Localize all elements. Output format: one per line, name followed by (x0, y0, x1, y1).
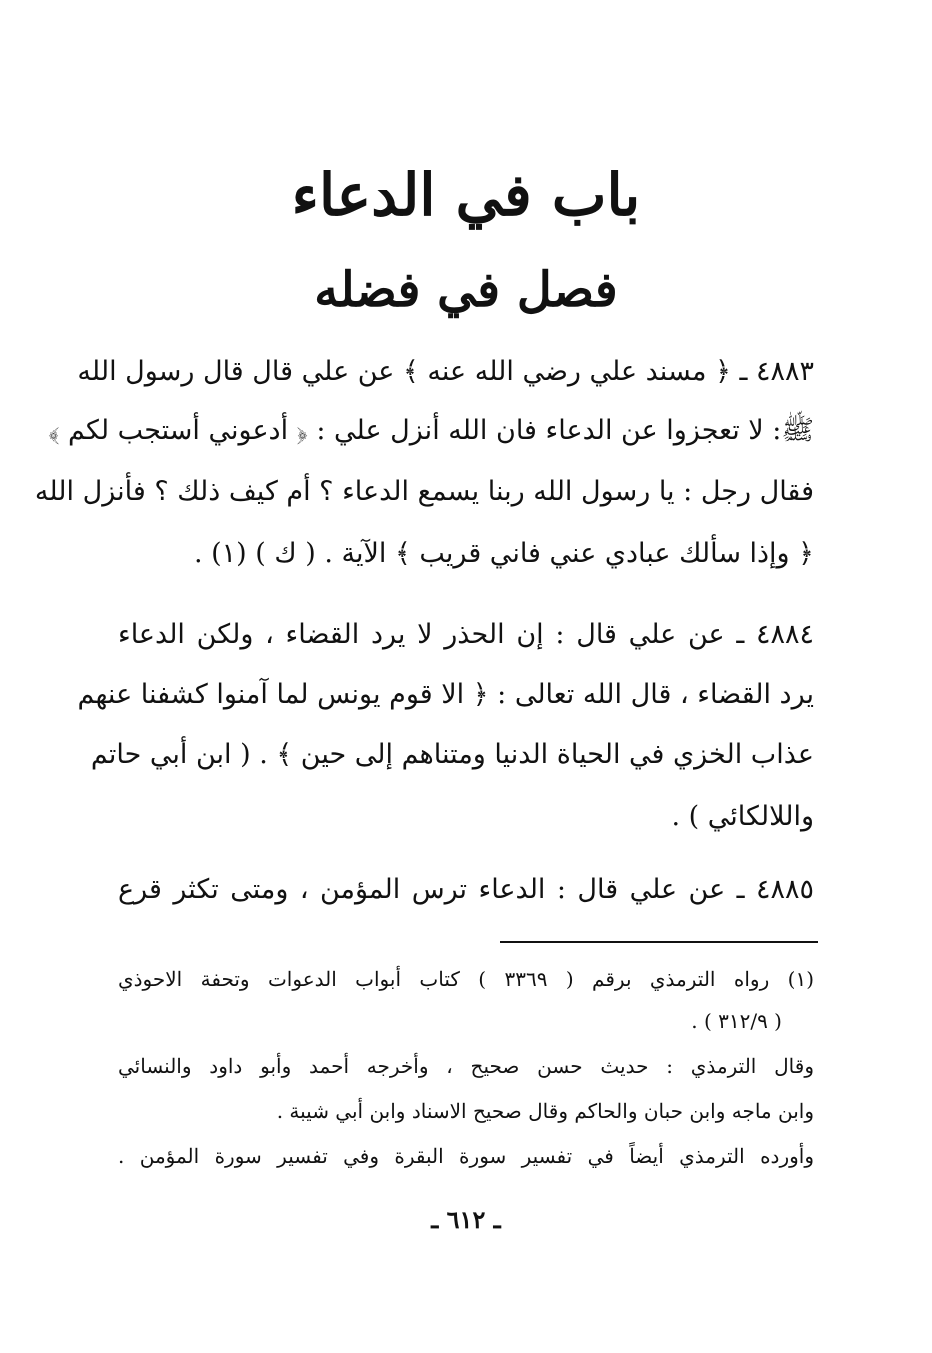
chapter-title: باب في الدعاء (291, 161, 641, 229)
footnote-line-4: وابن ماجه وابن حبان والحاكم وقال صحيح الاسناد وابن أبي شيبة . (276, 1099, 814, 1123)
footnote-line-2: ( ٣١٢/٩ ) . (691, 1009, 782, 1033)
section-title: فصل في فضله (314, 262, 618, 318)
page-number: ـ ٦١٢ ـ (431, 1205, 501, 1234)
footnote-separator (500, 941, 818, 943)
footnote-line-3: وقال الترمذي : حديث حسن صحيح ، وأخرجه أحمد وأبو داود والنسائي (118, 1054, 814, 1078)
hadith-4884-line-3: عذاب الخزي في الحياة الدنيا ومتناهم إلى حين ﴾ . ( ابن أبي حاتم (90, 739, 814, 770)
hadith-4883-line-4: ﴿ وإذا سألك عبادي عني فاني قريب ﴾ الآية . ( ك ) (١) . (193, 538, 814, 569)
hadith-4883-line-2: ﷺ: لا تعجزوا عن الدعاء فان الله أنزل علي : ﴿ أدعوني أستجب لكم ﴾ (48, 415, 814, 446)
footnote-line-5: وأورده الترمذي أيضاً في تفسير سورة البقرة وفي تفسير سورة المؤمن . (118, 1144, 814, 1168)
hadith-4883-line-1: ٤٨٨٣ ـ ﴿ مسند علي رضي الله عنه ﴾ عن علي قال قال رسول الله (77, 356, 814, 387)
footnote-line-1: (١) رواه الترمذي برقم ( ٣٣٦٩ ) كتاب أبواب الدعوات وتحفة الاحوذي (118, 967, 814, 991)
hadith-4885-line-1: ٤٨٨٥ ـ عن علي قال : الدعاء ترس المؤمن ، ومتى تكثر قرع (118, 874, 814, 905)
hadith-4884-line-1: ٤٨٨٤ ـ عن علي قال : إن الحذر لا يرد القضاء ، ولكن الدعاء (118, 619, 814, 650)
hadith-4884-line-2: يرد القضاء ، قال الله تعالى : ﴿ الا قوم يونس لما آمنوا كشفنا عنهم (77, 679, 814, 710)
hadith-4883-line-3: فقال رجل : يا رسول الله ربنا يسمع الدعاء ؟ أم كيف ذلك ؟ فأنزل الله (34, 476, 814, 507)
hadith-4884-line-4: واللالكائي ) . (671, 801, 814, 832)
